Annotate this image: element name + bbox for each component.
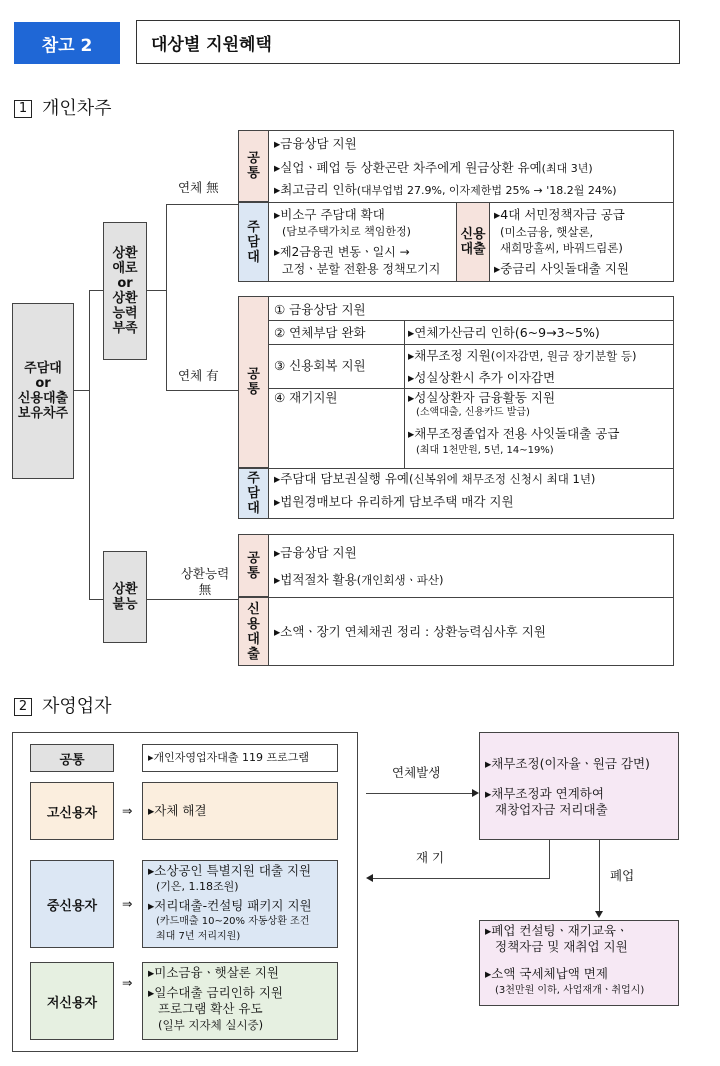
g2-row-3-value-1: ▸채무조정 지원(이자감면, 원금 장기분할 등) bbox=[408, 348, 637, 363]
closure-label: 폐업 bbox=[610, 868, 635, 883]
g1-credit-2: ▸중금리 사잇돌대출 지원 bbox=[494, 261, 629, 276]
target-difficulty-box: 상환 애로 or 상환 능력 부족 bbox=[103, 222, 147, 360]
g2-mortgage-label: 주 담 대 bbox=[238, 468, 269, 519]
g1-common-1: ▸금융상담 지원 bbox=[274, 136, 357, 151]
g2-row-4-value-2: ▸채무조정졸업자 전용 사잇돌대출 공급 bbox=[408, 426, 620, 441]
target-insolvent-box: 상환 불능 bbox=[103, 551, 147, 643]
g2-mortgage-2: ▸법원경매보다 유리하게 담보주택 매각 지원 bbox=[274, 494, 514, 509]
g2-row-1: ① 금융상담 지원 bbox=[274, 302, 366, 317]
g1-mortgage-2: ▸제2금융권 변동ㆍ일시 → bbox=[274, 245, 410, 259]
g3-common-2: ▸법적절차 활용(개인회생ㆍ파산) bbox=[274, 572, 444, 587]
g1-common-2: ▸실업ㆍ폐업 등 상환곤란 차주에게 원금상환 유예(최대 3년) bbox=[274, 160, 593, 175]
g2-row-4-value-2-note: (최대 1천만원, 5년, 14~19%) bbox=[416, 445, 554, 456]
biz-low-value-2: ▸일수대출 금리인하 지원 bbox=[148, 985, 283, 1000]
biz-common-label: 공통 bbox=[30, 744, 114, 772]
g2-row-4-value-1-note: (소액대출, 신용카드 발급) bbox=[416, 407, 530, 418]
g1-credit-label: 신용 대출 bbox=[456, 202, 490, 282]
g1-mortgage-label: 주 담 대 bbox=[238, 202, 269, 282]
g1-credit-1b: 새희망홀씨, 바꿔드림론) bbox=[500, 241, 623, 255]
g2-mortgage-1: ▸주담대 담보권실행 유예(신복위에 채무조정 신청시 최대 1년) bbox=[274, 471, 596, 486]
biz-low-label: 저신용자 bbox=[30, 962, 114, 1040]
g1-credit-1a: (미소금융, 햇살론, bbox=[500, 225, 594, 239]
biz-low-arrow: ⇒ bbox=[122, 975, 133, 990]
g2-row-2-value: ▸연체가산금리 인하(6~9→3~5%) bbox=[408, 325, 600, 340]
biz-closure-2: ▸소액 국세체납액 면제 bbox=[485, 966, 608, 981]
biz-high-label: 고신용자 bbox=[30, 782, 114, 840]
g3-common-label: 공 통 bbox=[238, 534, 269, 597]
g1-common-label: 공 통 bbox=[238, 130, 269, 202]
biz-high-arrow: ⇒ bbox=[122, 803, 133, 818]
biz-low-value-1: ▸미소금융ㆍ햇살론 지원 bbox=[148, 965, 279, 980]
g2-common-label: 공 통 bbox=[238, 296, 269, 468]
g1-credit-1: ▸4대 서민정책자금 공급 bbox=[494, 207, 625, 222]
biz-low-value-2b: 프로그램 확산 유도 bbox=[158, 1001, 263, 1016]
edge-no-overdue: 연체 無 bbox=[178, 180, 219, 195]
g2-row-2: ② 연체부담 완화 bbox=[274, 325, 366, 340]
biz-mid-value-1: ▸소상공인 특별지원 대출 지원 bbox=[148, 863, 312, 878]
section-2-title: 2 자영업자 bbox=[14, 692, 112, 718]
edge-overdue: 연체 有 bbox=[178, 368, 219, 383]
biz-closure-1b: 정책자금 및 재취업 지원 bbox=[495, 939, 628, 954]
g1-mortgage-1: ▸비소구 주담대 확대 bbox=[274, 207, 385, 222]
biz-restructure-2b: 재창업자금 저리대출 bbox=[495, 802, 608, 817]
biz-restructure-2: ▸채무조정과 연계하여 bbox=[485, 786, 604, 801]
biz-restructure-1: ▸채무조정(이자율ㆍ원금 감면) bbox=[485, 756, 650, 771]
g2-row-3-value-2: ▸성실상환시 추가 이자감면 bbox=[408, 370, 556, 385]
reference-badge: 참고 2 bbox=[14, 22, 120, 64]
biz-mid-value-2-note-b: 최대 7년 저리지원) bbox=[156, 931, 241, 942]
g3-credit-1: ▸소액ㆍ장기 연체채권 정리 : 상환능력심사후 지원 bbox=[274, 624, 546, 639]
target-root-box: 주담대 or 신용대출 보유차주 bbox=[12, 303, 74, 479]
biz-mid-value-2: ▸저리대출-컨설팅 패키지 지원 bbox=[148, 898, 312, 913]
g1-mortgage-1-note: (담보주택가치로 책임한정) bbox=[282, 225, 411, 238]
page-title: 대상별 지원혜택 bbox=[136, 20, 680, 64]
biz-low-value-2c: (일부 지자체 실시중) bbox=[158, 1018, 264, 1032]
restart-label: 재 기 bbox=[416, 850, 445, 865]
biz-mid-label: 중신용자 bbox=[30, 860, 114, 948]
biz-mid-value-1-note: (기은, 1.18조원) bbox=[156, 880, 239, 893]
edge-no-ability: 상환능력 無 bbox=[180, 566, 230, 597]
g1-common-3: ▸최고금리 인하(대부업법 27.9%, 이자제한법 25% → '18.2월 24%) bbox=[274, 182, 617, 197]
section-1-title: 1 개인차주 bbox=[14, 94, 112, 120]
overdue-label: 연체발생 bbox=[392, 765, 441, 780]
biz-closure-2-note: (3천만원 이하, 사업재개ㆍ취업시) bbox=[495, 985, 645, 996]
biz-common-value: ▸개인자영업자대출 119 프로그램 bbox=[148, 751, 310, 764]
g1-mortgage-2b: 고정ㆍ분할 전환용 정책모기지 bbox=[282, 262, 441, 276]
g2-row-4: ④ 재기지원 bbox=[274, 390, 338, 405]
biz-closure-1: ▸폐업 컨설팅ㆍ재기교육ㆍ bbox=[485, 923, 629, 938]
biz-high-value: ▸자체 해결 bbox=[148, 803, 207, 818]
g2-row-3: ③ 신용회복 지원 bbox=[274, 358, 366, 373]
g3-common-1: ▸금융상담 지원 bbox=[274, 545, 357, 560]
g3-credit-label: 신 용 대 출 bbox=[238, 597, 269, 666]
biz-mid-value-2-note-a: (카드매출 10~20% 자동상환 조건 bbox=[156, 916, 310, 927]
biz-mid-arrow: ⇒ bbox=[122, 896, 133, 911]
g2-row-4-value-1: ▸성실상환자 금융활동 지원 bbox=[408, 390, 556, 405]
